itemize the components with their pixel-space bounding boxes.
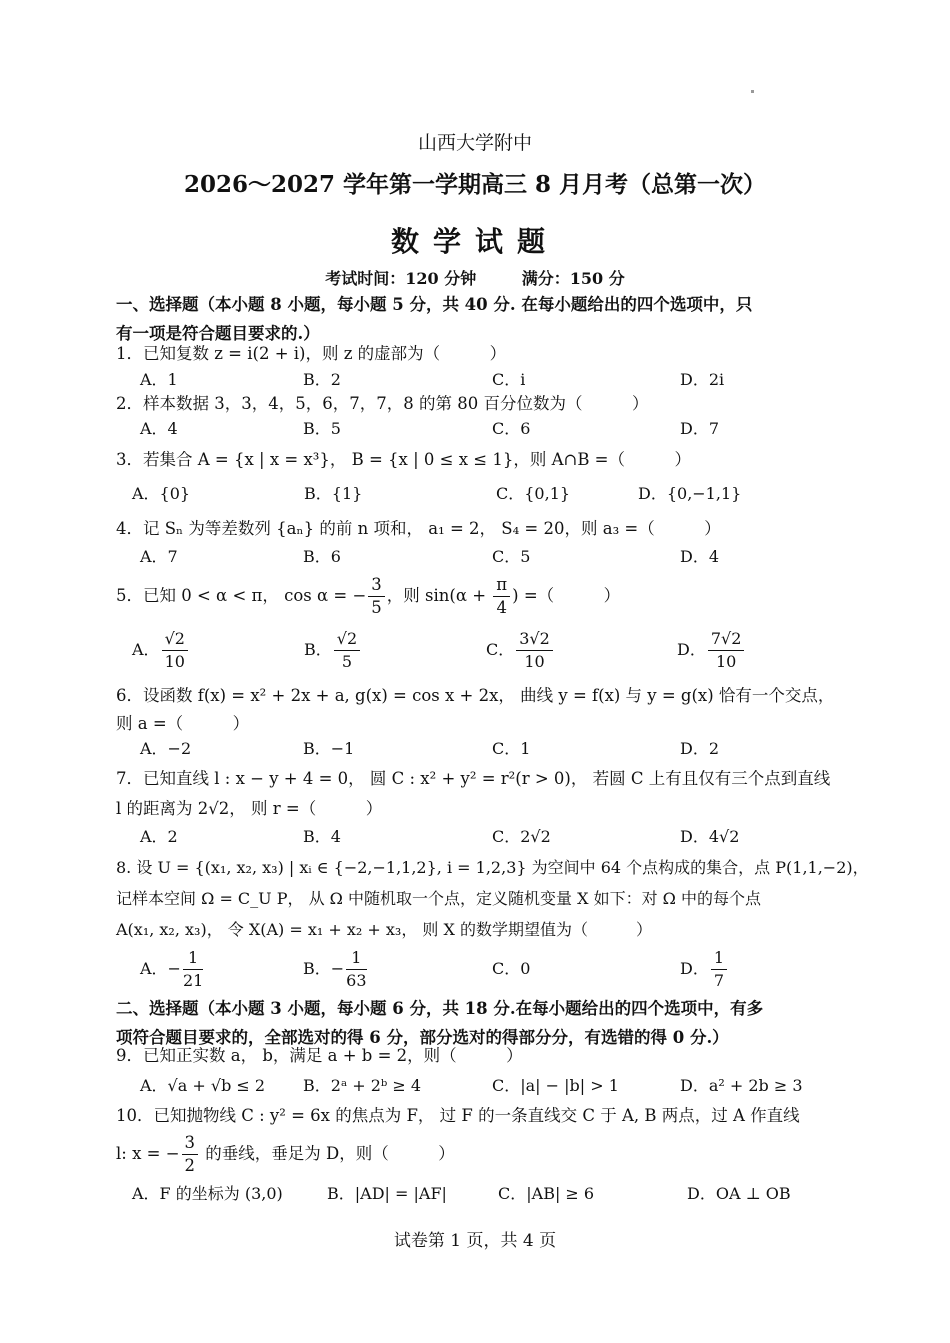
school-name: 山西大学附中: [417, 132, 532, 154]
exam-score: 满分：150 分: [521, 269, 625, 288]
option-b: B．5: [303, 419, 341, 438]
option-c: C．i: [492, 370, 526, 389]
question-2-options: [140, 415, 850, 445]
fraction: $\frac{\pi}{4}$: [493, 574, 510, 619]
option-a: A． $\frac{√2}{10}$: [132, 626, 190, 674]
option-c: C．{0,1}: [496, 484, 571, 503]
option-c: C．0: [492, 959, 531, 978]
option-d: D．a² + 2b ≥ 3: [680, 1076, 803, 1095]
option-c: C．2√2: [492, 827, 551, 846]
option-b: B．−1: [303, 739, 355, 758]
subject-title: 数学试题: [390, 225, 559, 258]
question-5-options: [132, 626, 842, 678]
option-c: C．|a| − |b| > 1: [492, 1076, 619, 1095]
exam-info: [0, 266, 950, 289]
question-2: 2．样本数据 3，3，4，5，6，7，7，8 的第 80 百分位数为（ ）: [116, 394, 649, 413]
option-b: B．2ᵃ + 2ᵇ ≥ 4: [303, 1076, 422, 1095]
option-b: B．6: [303, 547, 341, 566]
option-d: D．4: [680, 547, 720, 566]
question-3: 3．若集合 A = {x | x = x³}， B = {x | 0 ≤ x ≤ 1}，则 A∩B =（ ）: [116, 450, 692, 469]
option-d: D．7: [680, 419, 720, 438]
option-d: D． $\frac{7√2}{10}$: [677, 626, 746, 674]
fraction: $\frac{3}{2}$: [182, 1132, 199, 1177]
option-b: B．− $\frac{1}{63}$: [303, 948, 367, 990]
option-b: B．2: [303, 370, 341, 389]
option-c: C．6: [492, 419, 531, 438]
option-c: C．1: [492, 739, 531, 758]
fraction: $\frac{3}{5}$: [368, 574, 385, 619]
option-c: C．|AB| ≥ 6: [498, 1184, 595, 1203]
question-8: 8. 设 U = {(x₁, x₂, x₃) | xᵢ ∈ {−2,−1,1,2}, i = 1,2,3} 为空间中 64 个点构成的集合，点 P(1,1,−2)， 记样本空间 Ω = C_U P， 从 Ω 中随机取一个点，定义随机变量 X 如下：对 Ω 中的每个点 A(x₁, x₂, x₃)， 令 X(A) = x₁ + x₂ + x₃， 则 X 的数学期望值为（ ）: [116, 858, 869, 939]
page-footer: 试卷第 1 页，共 4 页: [393, 1231, 557, 1251]
option-a: A．7: [140, 547, 178, 566]
question-6-options: [140, 735, 850, 765]
option-c: C．5: [492, 547, 531, 566]
question-6: 6．设函数 f(x) = x² + 2x + a, g(x) = cos x + 2x， 曲线 y = f(x) 与 y = g(x) 恰有一个交点， 则 a =（ ）: [116, 686, 835, 733]
question-7: 7．已知直线 l : x − y + 4 = 0， 圆 C : x² + y² = r²(r > 0)， 若圆 C 上有且仅有三个点到直线 l 的距离为 2√2， 则 r =（ ）: [116, 769, 831, 818]
option-a: A．F 的坐标为 (3,0): [132, 1184, 283, 1203]
question-10-options: [132, 1180, 842, 1210]
section2-heading: 二、选择题（本小题 3 小题，每小题 6 分，共 18 分.在每小题给出的四个选项中，有多 项符合题目要求的，全部选对的得 6 分，部分选对的得部分分，有选错的得 0 分.）: [116, 999, 764, 1047]
question-5: 5．已知 0 < α < π， cos α = − $\frac{3}{5}$ ，则 sin(α + $\frac{\pi}{4}$ ) =（ ）: [116, 575, 621, 617]
question-8-options: [140, 945, 850, 995]
option-b: B． $\frac{√2}{5}$: [304, 626, 362, 674]
option-d: D．2: [680, 739, 720, 758]
option-a: A．4: [140, 419, 178, 438]
question-1: 1．已知复数 z = i(2 + i)，则 z 的虚部为（ ）: [116, 344, 507, 363]
question-3-options: [132, 480, 842, 510]
option-c: C． $\frac{3√2}{10}$: [486, 626, 555, 674]
option-d: D．OA ⊥ OB: [687, 1184, 791, 1203]
question-4: 4．记 Sₙ 为等差数列 {aₙ} 的前 n 项和， a₁ = 2， S₄ = 20，则 a₃ =（ ）: [116, 519, 721, 538]
scan-dot: [751, 90, 754, 93]
exam-title: 2026～2027 学年第一学期高三 8 月月考（总第一次）: [183, 171, 767, 198]
exam-time: 考试时间：120 分钟: [325, 269, 477, 288]
option-a: A．−2: [140, 739, 192, 758]
option-a: A．2: [140, 827, 178, 846]
option-d: D． $\frac{1}{7}$: [680, 945, 729, 993]
option-b: B．4: [303, 827, 341, 846]
question-9: 9．已知正实数 a， b，满足 a + b = 2，则（ ）: [116, 1046, 523, 1065]
section1-heading: 一、选择题（本小题 8 小题，每小题 5 分，共 40 分. 在每小题给出的四个选项中，只 有一项是符合题目要求的.）: [116, 295, 753, 343]
option-a: A．1: [140, 370, 178, 389]
question-7-options: [140, 823, 850, 853]
option-d: D．{0,−1,1}: [638, 484, 742, 503]
option-a: A．− $\frac{1}{21}$: [140, 948, 204, 990]
option-d: D．2i: [680, 370, 725, 389]
option-b: B．{1}: [304, 484, 363, 503]
option-a: A．{0}: [132, 484, 191, 503]
question-9-options: [140, 1072, 850, 1102]
question-10: 10．已知抛物线 C : y² = 6x 的焦点为 F， 过 F 的一条直线交 C 于 A, B 两点，过 A 作直线 l: x = − $\frac{3}{2}$ 的垂线，垂足为 D，则（ ）: [116, 1106, 800, 1175]
option-d: D．4√2: [680, 827, 740, 846]
question-4-options: [140, 543, 850, 573]
option-b: B．|AD| = |AF|: [327, 1184, 447, 1203]
option-a: A．√a + √b ≤ 2: [140, 1076, 266, 1095]
